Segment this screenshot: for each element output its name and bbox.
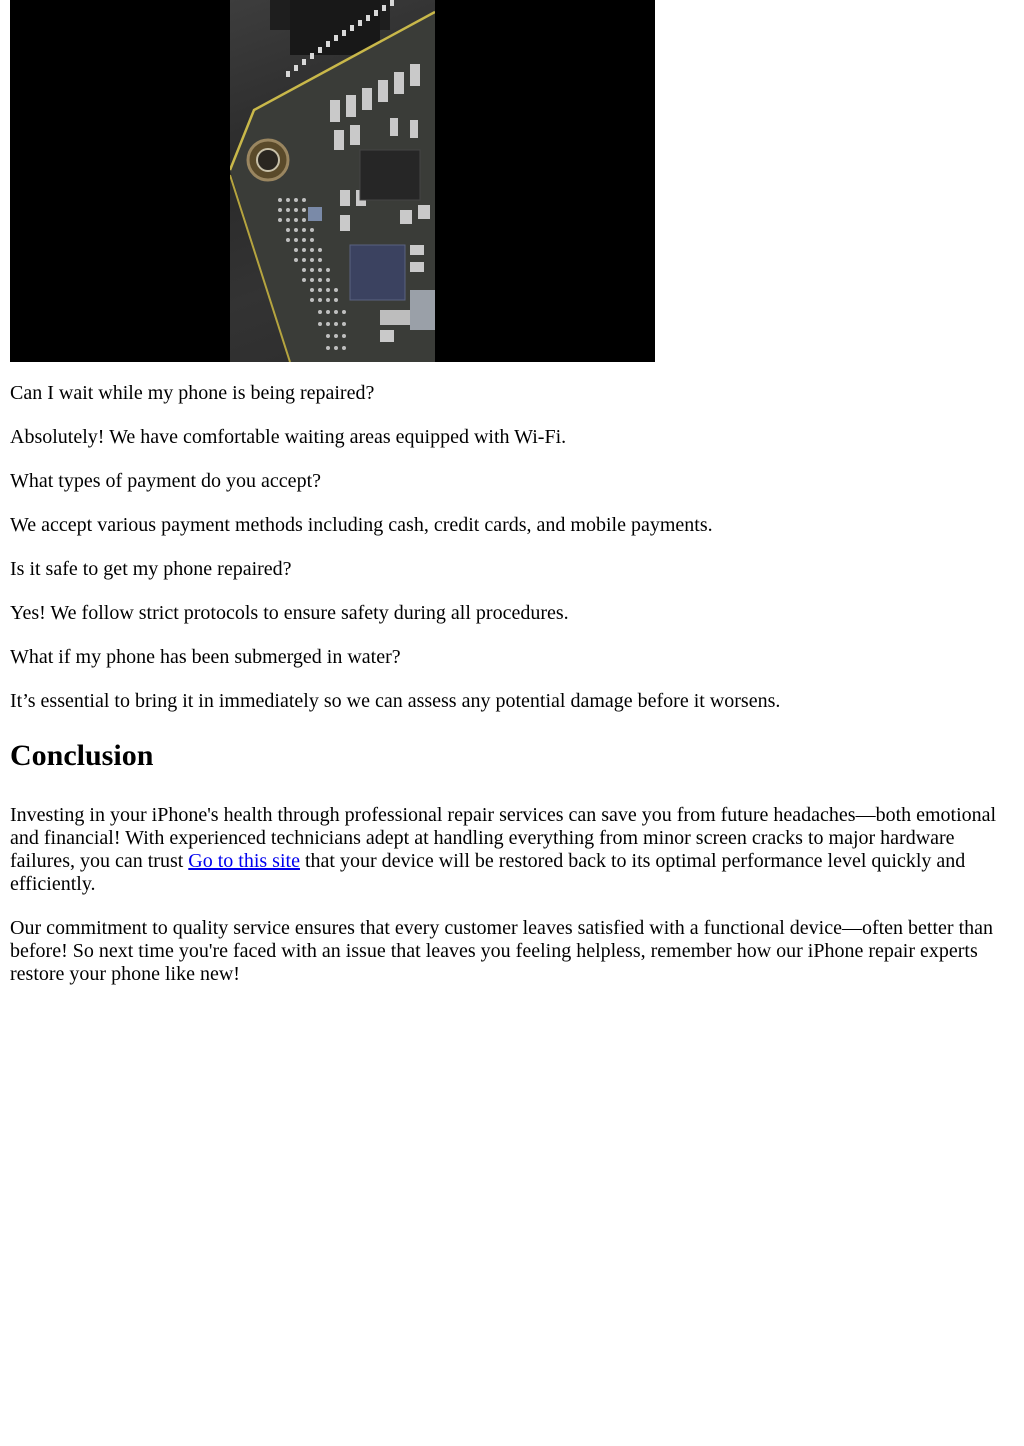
go-to-site-link[interactable]: Go to this site (188, 850, 300, 872)
conclusion-paragraph (10, 804, 1014, 896)
faq-question: Is it safe to get my phone repaired? (10, 558, 292, 580)
faq-answer: Absolutely! We have comfortable waiting areas equipped with Wi-Fi. (10, 426, 567, 448)
faq-answer: Yes! We follow strict protocols to ensure safety during all procedures. (10, 602, 569, 624)
faq-section (10, 382, 1014, 713)
conclusion-heading: Conclusion (10, 739, 154, 772)
faq-question: Can I wait while my phone is being repaired? (10, 382, 375, 404)
repair-video[interactable] (10, 0, 655, 362)
faq-question: What if my phone has been submerged in water? (10, 646, 401, 668)
faq-question: What types of payment do you accept? (10, 470, 321, 492)
faq-answer: It’s essential to bring it in immediately so we can assess any potential damage before it worsens. (10, 690, 781, 712)
faq-answer: We accept various payment methods including cash, credit cards, and mobile payments. (10, 514, 713, 536)
commitment-paragraph: Our commitment to quality service ensures that every customer leaves satisfied with a functional device—often better than before! So next time you're faced with an issue that leaves you feeling helpless, remember how our iPhone repair experts restore your phone like new! (10, 917, 994, 985)
conclusion-text-before-link: Investing in your iPhone's health through professional repair services can save you from future headaches—both emotional and financial! With experienced technicians adept at handling everything from minor screen cracks to major hardware failures, you can trust (10, 804, 997, 872)
circuit-board-image (230, 0, 435, 362)
conclusion-text-after-link: that your device will be restored back to its optimal performance level quickly and efficiently. (10, 850, 966, 895)
